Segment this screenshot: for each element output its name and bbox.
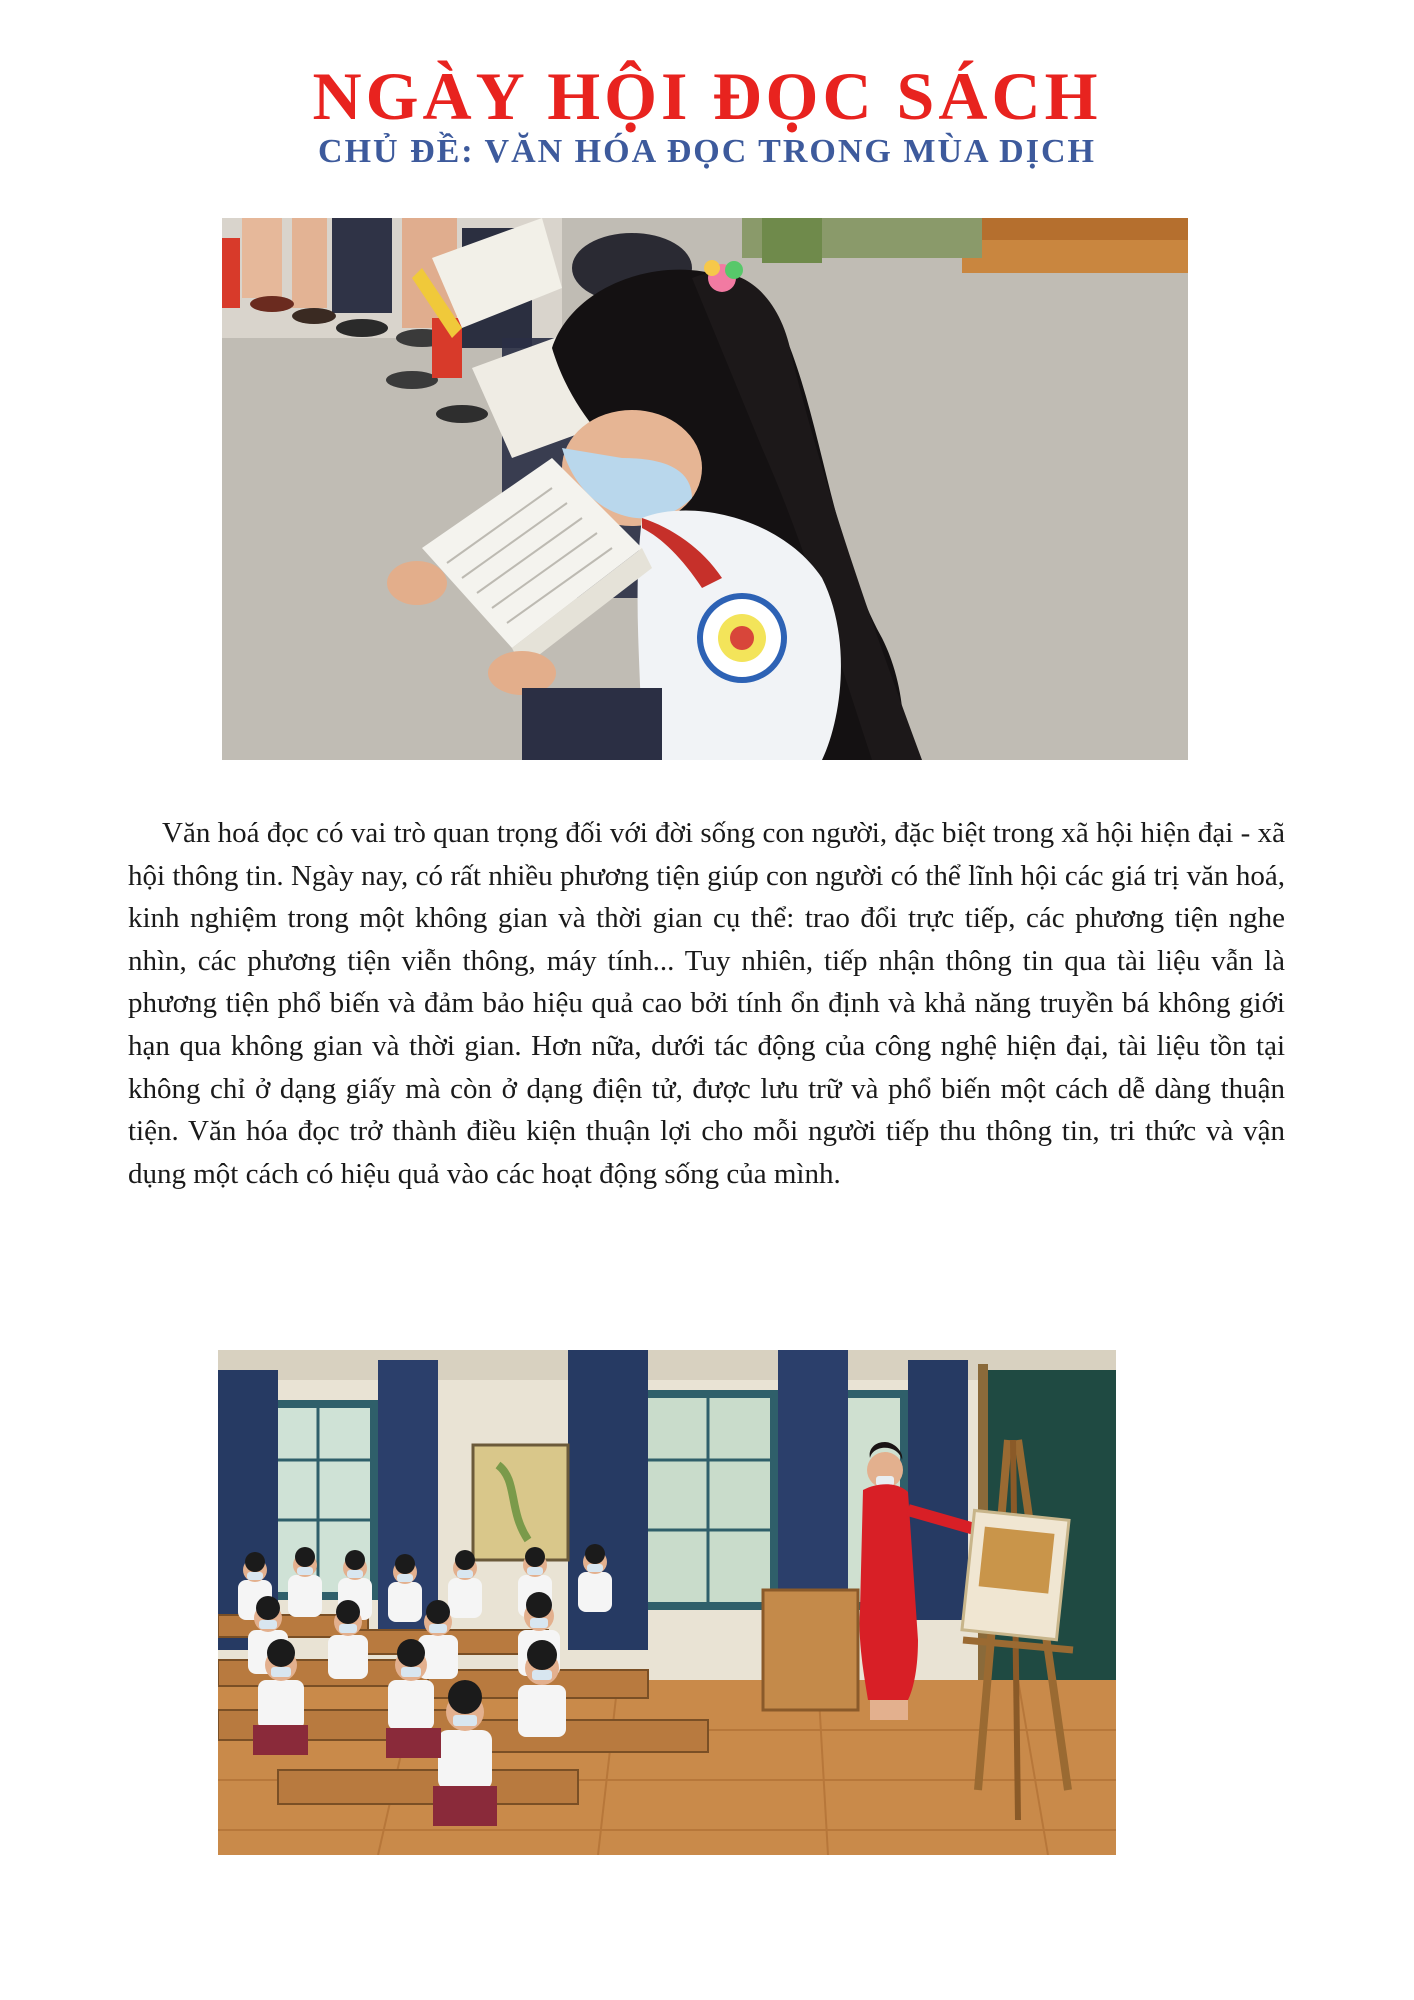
page-subtitle: CHỦ ĐỀ: VĂN HÓA ĐỌC TRONG MÙA DỊCH: [318, 133, 1096, 170]
photo-student-reading: [222, 218, 1188, 760]
photo-classroom: [218, 1350, 1116, 1855]
page-title: NGÀY HỘI ĐỌC SÁCH: [312, 58, 1102, 134]
body-paragraph: Văn hoá đọc có vai trò quan trọng đối với đời sống con người, đặc biệt trong xã hội hiện đại - xã hội thông tin. Ngày nay, có rất nhiều phương tiện giúp con người có thể lĩnh hội các giá trị văn hoá, kinh nghiệm trong một không gian và thời gian cụ thể: trao đổi trực tiếp, các phương tiện nghe nhìn, các phương tiện viễn thông, máy tính... Tuy nhiên, tiếp nhận thông tin qua tài liệu vẫn là phương tiện phổ biến và đảm bảo hiệu quả cao bởi tính ổn định và khả năng truyền bá không giới hạn qua không gian và thời gian. Hơn nữa, dưới tác động của công nghệ hiện đại, tài liệu tồn tại không chỉ ở dạng giấy mà còn ở dạng điện tử, được lưu trữ và phổ biến một cách dễ dàng thuận tiện. Văn hóa đọc trở thành điều kiện thuận lợi cho mỗi người tiếp thu thông tin, tri thức và vận dụng một cách có hiệu quả vào các hoạt động sống của mình.: [128, 817, 1285, 1190]
